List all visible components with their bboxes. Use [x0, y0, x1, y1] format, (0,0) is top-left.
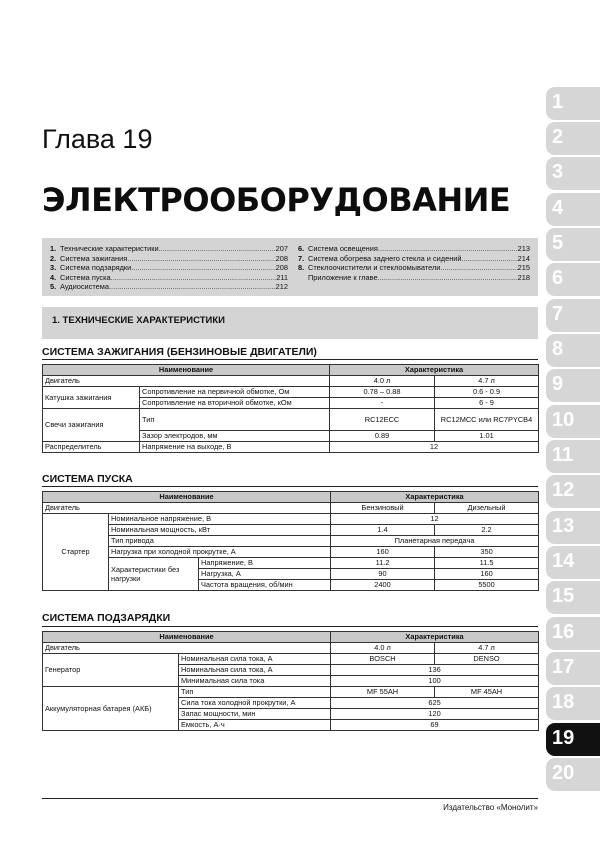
header-characteristic: Характеристика — [331, 632, 539, 643]
cell: Напряжение, В — [199, 558, 331, 569]
cell: Свечи зажигания — [43, 409, 140, 442]
chapter-tab[interactable] — [546, 122, 600, 155]
cell: 90 — [331, 569, 435, 580]
cell: Запас мощности, мин — [179, 709, 331, 720]
toc-item[interactable] — [298, 244, 530, 254]
cell: Нагрузка, А — [199, 569, 331, 580]
table-row — [43, 409, 539, 431]
cell: RC12MCC или RC7PYCB4 — [435, 409, 539, 431]
cell: Катушка зажигания — [43, 387, 140, 409]
cell: Номинальная мощность, кВт — [109, 525, 331, 536]
charging-table-title: СИСТЕМА ПОДЗАРЯДКИ — [42, 612, 171, 624]
toc-item[interactable] — [298, 273, 530, 283]
table-row — [43, 536, 539, 547]
chapter-tab[interactable] — [546, 581, 600, 614]
cell: Сопротивление на первичной обмотке, Ом — [140, 387, 330, 398]
cell: Дизельный — [435, 503, 539, 514]
cell: 6 - 9 — [435, 398, 539, 409]
toc-item-text: Стеклоочистители и стеклоомыватели — [308, 263, 441, 273]
cell: Генератор — [43, 654, 179, 687]
chapter-tab[interactable] — [546, 299, 600, 332]
chapter-tab-label: 1 — [552, 91, 564, 113]
cell: MF 55AH — [331, 687, 435, 698]
chapter-tab-label: 20 — [552, 762, 575, 784]
cell: 12 — [331, 514, 539, 525]
toc-item-page: 215 — [517, 263, 530, 273]
cell: 11.2 — [331, 558, 435, 569]
cell: Номинальное напряжение, В — [109, 514, 331, 525]
chapter-tab[interactable] — [546, 758, 600, 791]
cell: 5500 — [435, 580, 539, 591]
table-row — [43, 442, 539, 453]
chapter-tab[interactable] — [546, 475, 600, 508]
table-header-row — [43, 365, 539, 376]
cell: Аккумуляторная батарея (АКБ) — [43, 687, 179, 731]
chapter-tab[interactable] — [546, 334, 600, 367]
toc-item-number: 4. — [50, 272, 57, 282]
toc-right-column — [298, 244, 530, 282]
toc-item-text: Система подзарядки — [60, 263, 132, 273]
toc-item-number: 2. — [50, 253, 57, 263]
chapter-tab[interactable] — [546, 511, 600, 544]
cell: Емкость, А·ч — [179, 720, 331, 731]
chapter-tab[interactable] — [546, 440, 600, 473]
divider — [42, 626, 538, 627]
cell: 0.6 - 0.9 — [435, 387, 539, 398]
cell: 4.7 л — [435, 643, 539, 654]
cell: Нагрузка при холодной прокрутке, А — [109, 547, 331, 558]
chapter-tab-label: 9 — [552, 373, 564, 395]
table-row — [43, 514, 539, 525]
toc-item-page: 212 — [275, 282, 288, 292]
table-row — [43, 503, 539, 514]
starting-table-title: СИСТЕМА ПУСКА — [42, 473, 133, 485]
chapter-tab[interactable] — [546, 405, 600, 438]
cell: Минимальная сила тока — [179, 676, 331, 687]
chapter-tab[interactable] — [546, 546, 600, 579]
chapter-tab-label: 10 — [552, 409, 575, 431]
chapter-tab-label: 7 — [552, 303, 564, 325]
section-heading: 1. ТЕХНИЧЕСКИЕ ХАРАКТЕРИСТИКИ — [52, 315, 225, 326]
cell: Двигатель — [43, 503, 331, 514]
divider — [42, 486, 538, 487]
cell: 4.0 л — [331, 643, 435, 654]
cell: Бензиновый — [331, 503, 435, 514]
cell: 100 — [331, 676, 539, 687]
chapter-tab-label: 15 — [552, 585, 575, 607]
cell: 160 — [435, 569, 539, 580]
table-row — [43, 387, 539, 398]
chapter-tab-label: 3 — [552, 161, 564, 183]
cell: Стартер — [43, 514, 109, 591]
header-name: Наименование — [43, 632, 331, 643]
cell: Планетарная передача — [331, 536, 539, 547]
cell: 4.0 л — [330, 376, 435, 387]
chapter-tab[interactable] — [546, 617, 600, 650]
chapter-tab-label: 8 — [552, 338, 564, 360]
cell: 11.5 — [435, 558, 539, 569]
section-heading-panel — [42, 307, 538, 339]
cell: 2400 — [331, 580, 435, 591]
chapter-tab-label: 2 — [552, 126, 564, 148]
chapter-tab-label: 18 — [552, 691, 575, 713]
chapter-tab-label: 17 — [552, 656, 575, 678]
charging-table — [42, 631, 539, 731]
toc-item-text: Приложение к главе — [308, 272, 378, 282]
chapter-tab[interactable] — [546, 687, 600, 720]
cell: Номинальная сила тока, А — [179, 654, 331, 665]
toc-item[interactable] — [298, 263, 530, 273]
chapter-tab-label: 5 — [552, 232, 564, 254]
table-row — [43, 525, 539, 536]
table-row — [43, 654, 539, 665]
table-row — [43, 558, 539, 569]
toc-item[interactable] — [50, 263, 288, 273]
table-row — [43, 687, 539, 698]
cell: Тип — [140, 409, 330, 431]
chapter-tab-label: 12 — [552, 479, 575, 501]
toc-item-number: 8. — [298, 263, 305, 273]
toc-item-page: 208 — [275, 263, 288, 273]
header-name: Наименование — [43, 492, 331, 503]
chapter-tab-active[interactable] — [546, 723, 600, 756]
cell: MF 45AH — [435, 687, 539, 698]
cell: RC12ECC — [330, 409, 435, 431]
toc-item-text: Технические характеристики — [60, 244, 159, 253]
cell: Напряжение на выходе, В — [140, 442, 330, 453]
toc-item-number: 6. — [298, 244, 305, 253]
toc-item-number: 3. — [50, 263, 57, 273]
starting-table — [42, 491, 539, 591]
chapter-tab[interactable] — [546, 369, 600, 402]
header-name: Наименование — [43, 365, 330, 376]
cell: 136 — [331, 665, 539, 676]
cell: 120 — [331, 709, 539, 720]
toc-item-text: Система пуска — [60, 272, 111, 282]
toc-left-column — [50, 244, 288, 292]
cell: BOSCH — [331, 654, 435, 665]
toc-item-number: 1. — [50, 244, 57, 253]
cell: Зазор электродов, мм — [140, 431, 330, 442]
toc-item[interactable] — [298, 254, 530, 264]
cell: 4.7 л — [435, 376, 539, 387]
publisher-footer: Издательство «Монолит» — [443, 803, 538, 812]
toc-item-page: 208 — [275, 253, 288, 263]
toc-item[interactable] — [50, 254, 288, 264]
chapter-tab-label: 6 — [552, 267, 564, 289]
chapter-tab[interactable] — [546, 263, 600, 296]
toc-item-text: Аудиосистема — [60, 282, 109, 292]
chapter-tab-label: 14 — [552, 550, 575, 572]
toc-item-page: 214 — [517, 253, 530, 263]
toc-item[interactable] — [50, 273, 288, 283]
cell: 69 — [331, 720, 539, 731]
cell: Двигатель — [43, 376, 330, 387]
header-characteristic: Характеристика — [330, 365, 539, 376]
ignition-table — [42, 364, 539, 453]
table-header-row — [43, 492, 539, 503]
cell: 350 — [435, 547, 539, 558]
cell: 12 — [330, 442, 539, 453]
chapter-label: Глава 19 — [42, 124, 153, 154]
chapter-tab[interactable] — [546, 652, 600, 685]
cell: 160 — [331, 547, 435, 558]
chapter-tab[interactable] — [546, 87, 600, 120]
cell: 1.4 — [331, 525, 435, 536]
chapter-tab-label: 13 — [552, 515, 575, 537]
cell: 625 — [331, 698, 539, 709]
chapter-tab-label: 16 — [552, 621, 575, 643]
cell: 0.78 – 0.88 — [330, 387, 435, 398]
toc-item-page: 213 — [517, 244, 530, 253]
chapter-tab[interactable] — [546, 228, 600, 261]
cell: 1.01 — [435, 431, 539, 442]
ignition-table-title: СИСТЕМА ЗАЖИГАНИЯ (БЕНЗИНОВЫЕ ДВИГАТЕЛИ) — [42, 346, 317, 358]
chapter-tab[interactable] — [546, 157, 600, 190]
table-row — [43, 376, 539, 387]
chapter-tab[interactable] — [546, 193, 600, 226]
toc-item-page: 211 — [276, 272, 288, 282]
cell: Двигатель — [43, 643, 331, 654]
cell: Номинальная сила тока, А — [179, 665, 331, 676]
toc-item-text: Система освещения — [308, 244, 378, 253]
toc-item[interactable] — [50, 282, 288, 292]
toc-item-page: 218 — [517, 272, 530, 282]
toc-item-text: Система обогрева заднего стекла и сидений — [308, 253, 462, 263]
header-characteristic: Характеристика — [331, 492, 539, 503]
table-header-row — [43, 632, 539, 643]
toc-item-number: 7. — [298, 253, 305, 263]
cell: Сопротивление на вторичной обмотке, кОм — [140, 398, 330, 409]
footer-divider — [42, 798, 538, 799]
divider — [42, 359, 538, 360]
page-title: ЭЛЕКТРООБОРУДОВАНИЕ — [42, 181, 511, 219]
toc-item-text: Система зажигания — [60, 253, 128, 263]
table-of-contents — [42, 238, 538, 296]
table-row — [43, 643, 539, 654]
cell: Распределитель — [43, 442, 140, 453]
chapter-tab-label: 11 — [552, 444, 574, 466]
chapter-tab-label: 4 — [552, 197, 564, 219]
cell: 0.89 — [330, 431, 435, 442]
cell: DENSO — [435, 654, 539, 665]
chapter-tab-label: 19 — [552, 727, 575, 749]
cell: Тип — [179, 687, 331, 698]
cell: Сила тока холодной прокрутки, А — [179, 698, 331, 709]
toc-item[interactable] — [50, 244, 288, 254]
toc-item-page: 207 — [275, 244, 288, 253]
cell: Тип привода — [109, 536, 331, 547]
cell: - — [330, 398, 435, 409]
toc-item-number: 5. — [50, 282, 57, 292]
table-row — [43, 547, 539, 558]
cell: Характеристики без нагрузки — [109, 558, 199, 591]
cell: 2.2 — [435, 525, 539, 536]
cell: Частота вращения, об/мин — [199, 580, 331, 591]
